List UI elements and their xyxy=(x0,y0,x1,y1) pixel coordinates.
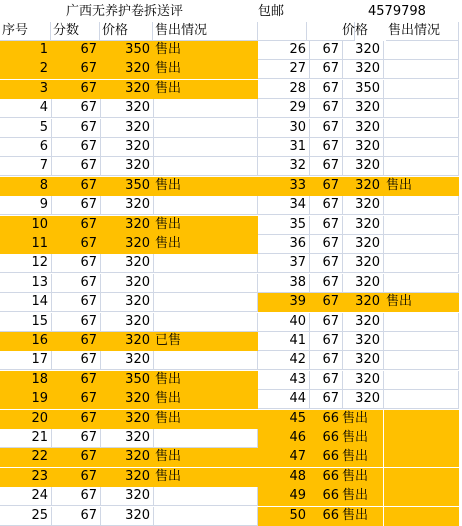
right-cell-id[interactable]: 47 xyxy=(258,448,310,467)
right-cell-price[interactable]: 320 xyxy=(340,293,384,312)
right-cell-price[interactable]: 320 xyxy=(340,60,384,79)
right-cell-id[interactable]: 33 xyxy=(258,177,310,196)
left-cell-id[interactable]: 11 xyxy=(0,235,52,254)
left-cell-status[interactable]: 售出 xyxy=(153,468,258,487)
left-cell-price[interactable]: 320 xyxy=(100,468,154,487)
left-cell-price[interactable]: 320 xyxy=(100,216,154,235)
right-cell-score[interactable]: 67 xyxy=(307,274,343,293)
right-cell-price[interactable]: 320 xyxy=(340,332,384,351)
left-cell-price[interactable]: 320 xyxy=(100,119,154,138)
right-cell-price[interactable]: 320 xyxy=(340,351,384,370)
left-cell-status[interactable] xyxy=(153,99,258,118)
left-cell-score[interactable]: 67 xyxy=(51,60,101,79)
right-cell-score[interactable]: 67 xyxy=(307,119,343,138)
right-cell-id[interactable]: 45 xyxy=(258,410,310,429)
right-cell-id[interactable]: 27 xyxy=(258,60,310,79)
right-cell-score[interactable]: 67 xyxy=(307,196,343,215)
left-cell-price[interactable]: 320 xyxy=(100,410,154,429)
left-cell-price[interactable]: 320 xyxy=(100,196,154,215)
left-cell-id[interactable]: 6 xyxy=(0,138,52,157)
left-cell-score[interactable]: 67 xyxy=(51,371,101,390)
right-cell-status[interactable] xyxy=(384,390,459,409)
left-cell-score[interactable]: 67 xyxy=(51,487,101,506)
left-cell-id[interactable]: 8 xyxy=(0,177,52,196)
left-cell-id[interactable]: 21 xyxy=(0,429,52,448)
table-row xyxy=(0,429,462,448)
left-cell-score[interactable]: 67 xyxy=(51,80,101,99)
right-cell-price[interactable]: 售出 xyxy=(340,468,383,487)
right-cell-status[interactable] xyxy=(384,99,459,118)
left-cell-price[interactable]: 350 xyxy=(100,371,154,390)
right-cell-status[interactable] xyxy=(384,60,459,79)
left-cell-status[interactable] xyxy=(153,274,258,293)
left-cell-price[interactable]: 350 xyxy=(100,41,154,60)
right-cell-score[interactable]: 67 xyxy=(307,351,343,370)
left-cell-price[interactable]: 350 xyxy=(100,177,154,196)
left-cell-price[interactable]: 320 xyxy=(100,429,154,448)
right-cell-score[interactable]: 67 xyxy=(307,216,343,235)
table-row xyxy=(0,60,462,79)
header-price[interactable]: 价格 xyxy=(100,22,153,41)
left-cell-status[interactable]: 售出 xyxy=(153,390,258,409)
left-cell-id[interactable]: 20 xyxy=(0,410,52,429)
left-cell-price[interactable]: 320 xyxy=(100,60,154,79)
left-cell-status[interactable] xyxy=(153,196,258,215)
left-cell-id[interactable]: 19 xyxy=(0,390,52,409)
table-row xyxy=(0,80,462,99)
sheet-title[interactable]: 广西无养护卷拆送评 xyxy=(66,4,184,19)
left-cell-id[interactable]: 5 xyxy=(0,119,52,138)
left-cell-status[interactable]: 售出 xyxy=(153,80,258,99)
left-cell-score[interactable]: 67 xyxy=(51,448,101,467)
left-cell-price[interactable]: 320 xyxy=(100,448,154,467)
table-row xyxy=(0,235,462,254)
right-cell-status[interactable] xyxy=(384,429,459,448)
left-cell-id[interactable]: 14 xyxy=(0,293,52,312)
right-cell-status[interactable] xyxy=(384,80,459,99)
table-row xyxy=(0,138,462,157)
right-cell-status[interactable] xyxy=(384,235,459,254)
right-cell-status[interactable] xyxy=(384,157,459,176)
table-row xyxy=(0,216,462,235)
left-cell-status[interactable]: 售出 xyxy=(153,177,258,196)
right-cell-score[interactable]: 66 xyxy=(307,410,343,429)
right-cell-id[interactable]: 48 xyxy=(258,468,310,487)
left-cell-score[interactable]: 67 xyxy=(51,410,101,429)
right-cell-score[interactable]: 67 xyxy=(307,332,343,351)
header-right-id[interactable] xyxy=(258,22,307,41)
left-cell-price[interactable]: 320 xyxy=(100,351,154,370)
right-cell-id[interactable]: 28 xyxy=(258,80,310,99)
table-row xyxy=(0,487,462,506)
right-cell-status[interactable]: 售出 xyxy=(384,293,459,312)
left-cell-price[interactable]: 320 xyxy=(100,254,154,273)
left-cell-status[interactable]: 售出 xyxy=(153,448,258,467)
left-cell-status[interactable] xyxy=(153,507,258,526)
right-cell-status[interactable] xyxy=(384,410,459,429)
header-score[interactable]: 分数 xyxy=(51,22,100,41)
left-cell-score[interactable]: 67 xyxy=(51,313,101,332)
right-cell-score[interactable]: 67 xyxy=(307,390,343,409)
title-row xyxy=(0,3,462,22)
right-cell-score[interactable]: 67 xyxy=(307,138,343,157)
right-cell-price[interactable]: 320 xyxy=(340,157,384,176)
left-cell-status[interactable]: 售出 xyxy=(153,410,258,429)
left-cell-score[interactable]: 67 xyxy=(51,177,101,196)
right-cell-id[interactable]: 42 xyxy=(258,351,310,370)
left-cell-status[interactable]: 售出 xyxy=(153,41,258,60)
right-cell-score[interactable]: 67 xyxy=(307,41,343,60)
header-right-status[interactable]: 售出情况 xyxy=(386,22,459,41)
table-row xyxy=(0,293,462,312)
left-cell-price[interactable]: 320 xyxy=(100,332,154,351)
right-cell-status[interactable] xyxy=(384,448,459,467)
right-cell-id[interactable]: 40 xyxy=(258,313,310,332)
right-cell-price[interactable]: 320 xyxy=(340,313,384,332)
table-row xyxy=(0,507,462,526)
left-cell-id[interactable]: 16 xyxy=(0,332,52,351)
left-cell-id[interactable]: 13 xyxy=(0,274,52,293)
left-cell-score[interactable]: 67 xyxy=(51,429,101,448)
right-cell-id[interactable]: 43 xyxy=(258,371,310,390)
left-cell-price[interactable]: 320 xyxy=(100,313,154,332)
right-cell-score[interactable]: 67 xyxy=(307,254,343,273)
right-cell-status[interactable] xyxy=(384,332,459,351)
right-cell-status[interactable] xyxy=(384,254,459,273)
right-cell-id[interactable]: 44 xyxy=(258,390,310,409)
header-row xyxy=(0,22,462,41)
left-cell-score[interactable]: 67 xyxy=(51,119,101,138)
right-cell-id[interactable]: 38 xyxy=(258,274,310,293)
right-cell-status[interactable] xyxy=(384,313,459,332)
left-cell-status[interactable]: 售出 xyxy=(153,216,258,235)
table-row xyxy=(0,468,462,487)
right-cell-score[interactable]: 66 xyxy=(307,468,343,487)
left-cell-status[interactable] xyxy=(153,429,258,448)
left-cell-status[interactable] xyxy=(153,254,258,273)
shipping-label[interactable]: 包邮 xyxy=(258,4,285,19)
left-cell-score[interactable]: 67 xyxy=(51,216,101,235)
table-row xyxy=(0,371,462,390)
left-cell-status[interactable] xyxy=(153,119,258,138)
right-cell-status[interactable] xyxy=(384,138,459,157)
right-cell-price[interactable]: 320 xyxy=(340,177,384,196)
right-cell-score[interactable]: 67 xyxy=(307,293,343,312)
left-cell-status[interactable] xyxy=(153,351,258,370)
left-cell-score[interactable]: 67 xyxy=(51,507,101,526)
left-cell-id[interactable]: 3 xyxy=(0,80,52,99)
right-cell-id[interactable]: 50 xyxy=(258,507,310,526)
left-cell-status[interactable]: 已售 xyxy=(153,332,258,351)
table-row xyxy=(0,351,462,370)
table-row xyxy=(0,410,462,429)
left-cell-status[interactable] xyxy=(153,138,258,157)
right-cell-price[interactable]: 售出 xyxy=(340,448,383,467)
right-cell-status[interactable] xyxy=(384,351,459,370)
left-cell-score[interactable]: 67 xyxy=(51,332,101,351)
left-cell-status[interactable]: 售出 xyxy=(153,371,258,390)
right-cell-id[interactable]: 39 xyxy=(258,293,310,312)
left-cell-score[interactable]: 67 xyxy=(51,138,101,157)
left-cell-status[interactable]: 售出 xyxy=(153,60,258,79)
table-row xyxy=(0,157,462,176)
right-cell-price[interactable]: 售出 xyxy=(340,507,383,526)
left-cell-score[interactable]: 67 xyxy=(51,196,101,215)
left-cell-price[interactable]: 320 xyxy=(100,157,154,176)
right-cell-price[interactable]: 售出 xyxy=(340,429,383,448)
right-cell-id[interactable]: 35 xyxy=(258,216,310,235)
left-cell-score[interactable]: 67 xyxy=(51,293,101,312)
right-cell-score[interactable]: 67 xyxy=(307,99,343,118)
left-cell-id[interactable]: 1 xyxy=(0,41,52,60)
left-cell-status[interactable] xyxy=(153,313,258,332)
left-cell-id[interactable]: 22 xyxy=(0,448,52,467)
left-cell-score[interactable]: 67 xyxy=(51,351,101,370)
right-cell-price[interactable]: 320 xyxy=(340,99,384,118)
right-cell-score[interactable]: 66 xyxy=(307,507,343,526)
right-cell-score[interactable]: 66 xyxy=(307,448,343,467)
left-cell-price[interactable]: 320 xyxy=(100,80,154,99)
right-cell-score[interactable]: 67 xyxy=(307,177,343,196)
right-cell-status[interactable] xyxy=(384,507,459,526)
left-cell-price[interactable]: 320 xyxy=(100,274,154,293)
right-cell-status[interactable] xyxy=(384,274,459,293)
right-cell-status[interactable] xyxy=(384,487,459,506)
right-cell-id[interactable]: 36 xyxy=(258,235,310,254)
table-row xyxy=(0,99,462,118)
right-cell-id[interactable]: 32 xyxy=(258,157,310,176)
right-cell-price[interactable]: 350 xyxy=(340,80,384,99)
right-cell-price[interactable]: 320 xyxy=(340,274,384,293)
right-cell-id[interactable]: 30 xyxy=(258,119,310,138)
left-cell-status[interactable]: 售出 xyxy=(153,235,258,254)
left-cell-id[interactable]: 12 xyxy=(0,254,52,273)
left-cell-price[interactable]: 320 xyxy=(100,235,154,254)
left-cell-id[interactable]: 4 xyxy=(0,99,52,118)
right-cell-price[interactable]: 320 xyxy=(340,216,384,235)
right-cell-price[interactable]: 320 xyxy=(340,254,384,273)
left-cell-price[interactable]: 320 xyxy=(100,390,154,409)
right-cell-status[interactable]: 售出 xyxy=(384,177,459,196)
table-row xyxy=(0,448,462,467)
right-cell-score[interactable]: 67 xyxy=(307,157,343,176)
right-cell-score[interactable]: 67 xyxy=(307,60,343,79)
table-row xyxy=(0,196,462,215)
left-cell-price[interactable]: 320 xyxy=(100,99,154,118)
left-cell-id[interactable]: 24 xyxy=(0,487,52,506)
left-cell-score[interactable]: 67 xyxy=(51,99,101,118)
right-cell-price[interactable]: 320 xyxy=(340,235,384,254)
left-cell-id[interactable]: 17 xyxy=(0,351,52,370)
left-cell-price[interactable]: 320 xyxy=(100,487,154,506)
right-cell-price[interactable]: 320 xyxy=(340,196,384,215)
right-cell-id[interactable]: 37 xyxy=(258,254,310,273)
right-cell-id[interactable]: 29 xyxy=(258,99,310,118)
right-cell-score[interactable]: 66 xyxy=(307,487,343,506)
left-cell-id[interactable]: 9 xyxy=(0,196,52,215)
left-cell-id[interactable]: 15 xyxy=(0,313,52,332)
left-cell-id[interactable]: 23 xyxy=(0,468,52,487)
left-cell-id[interactable]: 10 xyxy=(0,216,52,235)
right-cell-price[interactable]: 售出 xyxy=(340,410,383,429)
right-cell-id[interactable]: 26 xyxy=(258,41,310,60)
right-cell-price[interactable]: 售出 xyxy=(340,487,383,506)
right-cell-id[interactable]: 34 xyxy=(258,196,310,215)
table-row xyxy=(0,119,462,138)
header-status[interactable]: 售出情况 xyxy=(153,22,258,41)
table-row xyxy=(0,254,462,273)
left-cell-score[interactable]: 67 xyxy=(51,235,101,254)
table-row xyxy=(0,177,462,196)
right-cell-status[interactable] xyxy=(384,216,459,235)
left-cell-id[interactable]: 7 xyxy=(0,157,52,176)
left-cell-status[interactable] xyxy=(153,157,258,176)
table-row xyxy=(0,41,462,60)
right-cell-status[interactable] xyxy=(384,41,459,60)
table-row xyxy=(0,274,462,293)
right-cell-price[interactable]: 320 xyxy=(340,138,384,157)
header-id[interactable]: 序号 xyxy=(0,22,51,41)
right-cell-score[interactable]: 67 xyxy=(307,80,343,99)
table-row xyxy=(0,390,462,409)
left-cell-price[interactable]: 320 xyxy=(100,293,154,312)
right-cell-id[interactable]: 49 xyxy=(258,487,310,506)
left-cell-score[interactable]: 67 xyxy=(51,254,101,273)
left-cell-price[interactable]: 320 xyxy=(100,138,154,157)
contact-number[interactable]: 4579798 xyxy=(368,4,426,19)
left-cell-id[interactable]: 25 xyxy=(0,507,52,526)
table-row xyxy=(0,332,462,351)
left-cell-id[interactable]: 2 xyxy=(0,60,52,79)
right-cell-price[interactable]: 320 xyxy=(340,390,384,409)
table-row xyxy=(0,313,462,332)
left-cell-score[interactable]: 67 xyxy=(51,274,101,293)
right-cell-score[interactable]: 67 xyxy=(307,235,343,254)
right-cell-status[interactable] xyxy=(384,371,459,390)
left-cell-score[interactable]: 67 xyxy=(51,157,101,176)
right-cell-id[interactable]: 31 xyxy=(258,138,310,157)
right-cell-id[interactable]: 46 xyxy=(258,429,310,448)
right-cell-score[interactable]: 66 xyxy=(307,429,343,448)
right-cell-score[interactable]: 67 xyxy=(307,313,343,332)
left-cell-status[interactable] xyxy=(153,487,258,506)
right-cell-price[interactable]: 320 xyxy=(340,119,384,138)
right-cell-status[interactable] xyxy=(384,196,459,215)
header-right-price[interactable]: 价格 xyxy=(342,23,369,38)
left-cell-score[interactable]: 67 xyxy=(51,390,101,409)
left-cell-score[interactable]: 67 xyxy=(51,41,101,60)
left-cell-price[interactable]: 320 xyxy=(100,507,154,526)
right-cell-price[interactable]: 320 xyxy=(340,41,384,60)
right-cell-score[interactable]: 67 xyxy=(307,371,343,390)
right-cell-id[interactable]: 41 xyxy=(258,332,310,351)
left-cell-id[interactable]: 18 xyxy=(0,371,52,390)
right-cell-status[interactable] xyxy=(384,119,459,138)
right-cell-status[interactable] xyxy=(384,468,459,487)
left-cell-status[interactable] xyxy=(153,293,258,312)
right-cell-price[interactable]: 320 xyxy=(340,371,384,390)
left-cell-score[interactable]: 67 xyxy=(51,468,101,487)
